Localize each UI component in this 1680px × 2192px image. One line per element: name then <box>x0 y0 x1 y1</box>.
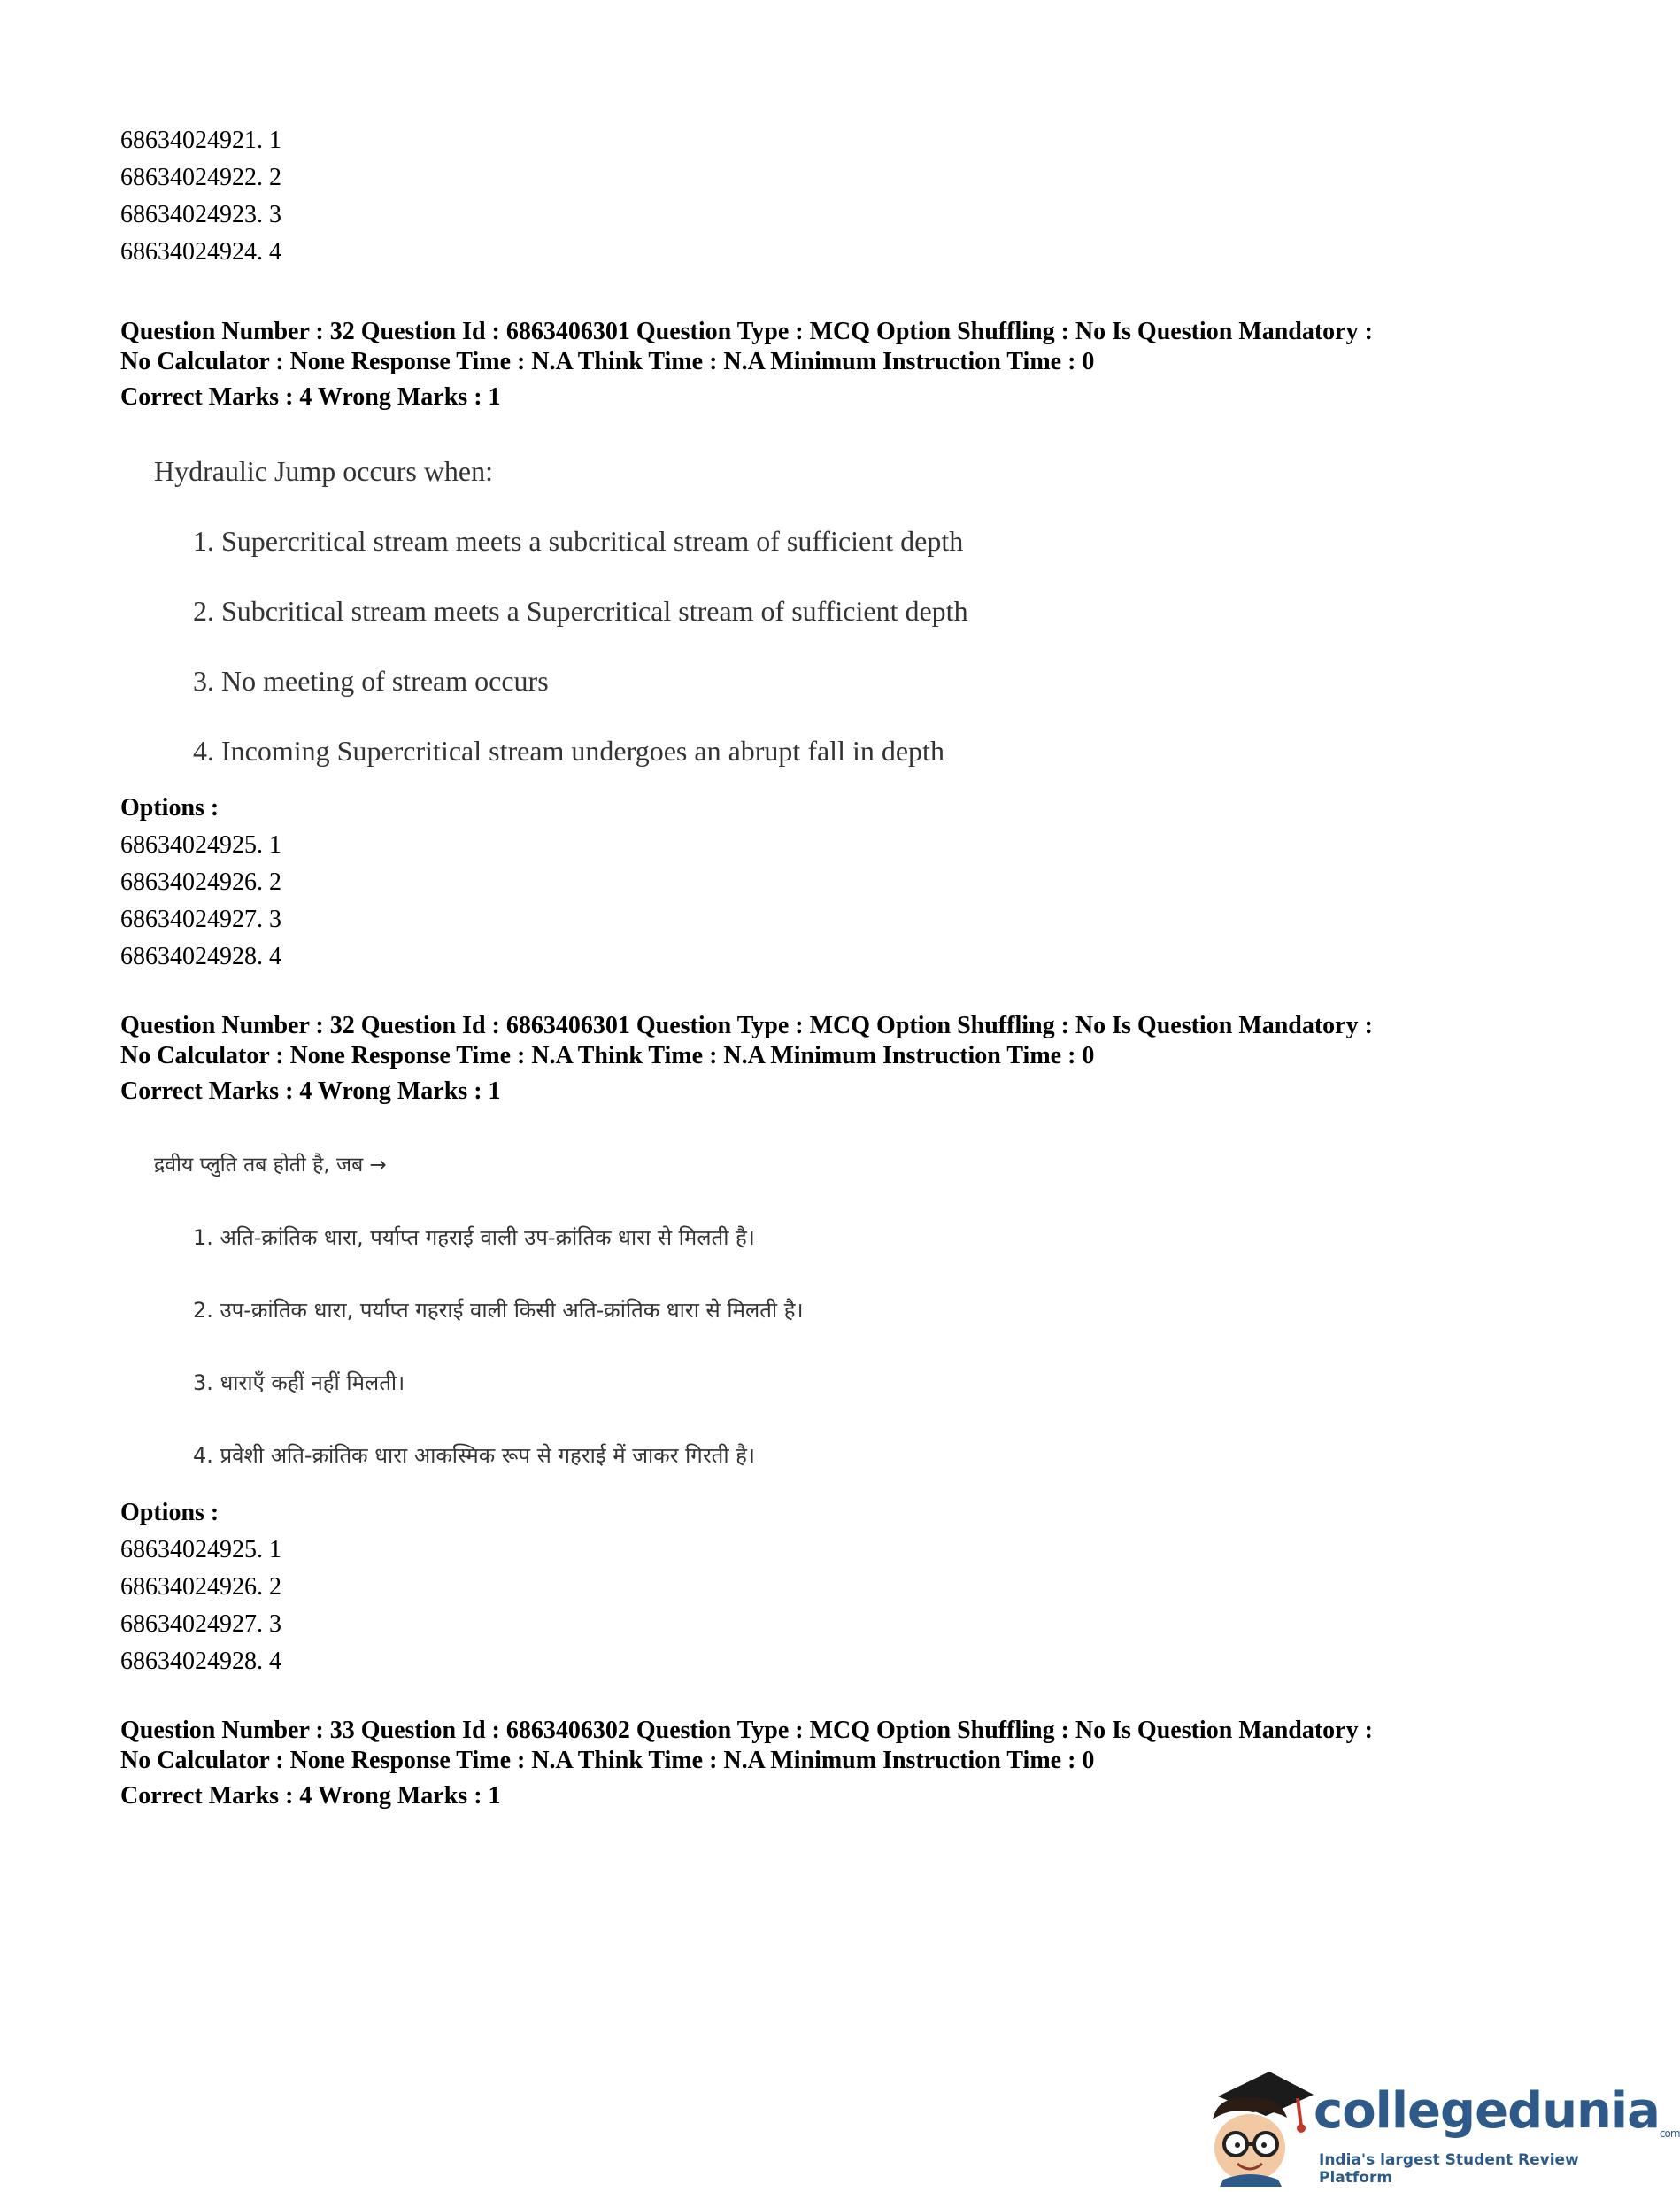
question-choice: 1. अति-क्रांतिक धारा, पर्याप्त गहराई वाली उप-क्रांतिक धारा से मिलती है। <box>193 1225 755 1250</box>
question-stem: Hydraulic Jump occurs when: <box>154 455 494 487</box>
question-marks: Correct Marks : 4 Wrong Marks : 1 <box>120 1077 501 1105</box>
document-page <box>120 122 1537 1817</box>
option-line: 68634024924. 4 <box>120 238 281 266</box>
options-label: Options : <box>120 1499 220 1526</box>
question-header-line-2: No Calculator : None Response Time : N.A Think Time : N.A Minimum Instruction Time : 0 <box>120 348 1095 375</box>
question-choice: 4. Incoming Supercritical stream undergoes an abrupt fall in depth <box>193 735 944 767</box>
question-block-32-en <box>120 317 1537 976</box>
question-stem: द्रवीय प्लुति तब होती है, जब → <box>154 1154 387 1177</box>
question-header-line-1: Question Number : 33 Question Id : 6863406302 Question Type : MCQ Option Shuffling : No Is Question Mandatory : <box>120 1717 1373 1744</box>
question-choice: 3. No meeting of stream occurs <box>193 665 549 697</box>
question-marks: Correct Marks : 4 Wrong Marks : 1 <box>120 1782 501 1810</box>
question-choice: 4. प्रवेशी अति-क्रांतिक धारा आकस्मिक रूप से गहराई में जाकर गिरती है। <box>193 1443 756 1468</box>
option-line: 68634024921. 1 <box>120 127 281 154</box>
option-line: 68634024928. 4 <box>120 943 281 970</box>
question-marks: Correct Marks : 4 Wrong Marks : 1 <box>120 383 501 411</box>
options-label: Options : <box>120 794 220 822</box>
question-block-33 <box>120 1716 1537 1817</box>
question-header-line-2: No Calculator : None Response Time : N.A Think Time : N.A Minimum Instruction Time : 0 <box>120 1042 1095 1069</box>
question-choice: 2. Subcritical stream meets a Supercritical stream of sufficient depth <box>193 595 968 627</box>
option-line: 68634024922. 2 <box>120 164 281 191</box>
question-header-line-2: No Calculator : None Response Time : N.A Think Time : N.A Minimum Instruction Time : 0 <box>120 1747 1095 1774</box>
option-line: 68634024926. 2 <box>120 1573 281 1601</box>
question-header-line-1: Question Number : 32 Question Id : 6863406301 Question Type : MCQ Option Shuffling : No Is Question Mandatory : <box>120 1012 1373 1039</box>
question-image <box>154 452 1537 770</box>
logo-wordmark: collegeduniacom <box>1314 2082 1680 2140</box>
question-choice: 1. Supercritical stream meets a subcritical stream of sufficient depth <box>193 525 964 557</box>
question-block-32-hi <box>120 1011 1537 1680</box>
question-header-line-1: Question Number : 32 Question Id : 6863406301 Question Type : MCQ Option Shuffling : No Is Question Mandatory : <box>120 318 1373 345</box>
question-choice: 3. धाराएँ कहीं नहीं मिलती। <box>193 1370 405 1395</box>
option-line: 68634024927. 3 <box>120 906 281 933</box>
option-line: 68634024925. 1 <box>120 1536 281 1563</box>
option-line: 68634024923. 3 <box>120 201 281 228</box>
prev-options-list <box>120 122 1537 271</box>
mascot-icon <box>1200 2063 1315 2187</box>
collegedunia-logo <box>1200 2063 1680 2187</box>
logo-tagline: India's largest Student Review Platform <box>1319 2151 1579 2187</box>
question-choice: 2. उप-क्रांतिक धारा, पर्याप्त गहराई वाली किसी अति-क्रांतिक धारा से मिलती है। <box>193 1298 804 1323</box>
option-line: 68634024925. 1 <box>120 831 281 859</box>
option-line: 68634024928. 4 <box>120 1648 281 1675</box>
option-line: 68634024926. 2 <box>120 868 281 896</box>
option-line: 68634024927. 3 <box>120 1610 281 1638</box>
question-image <box>154 1146 1537 1475</box>
